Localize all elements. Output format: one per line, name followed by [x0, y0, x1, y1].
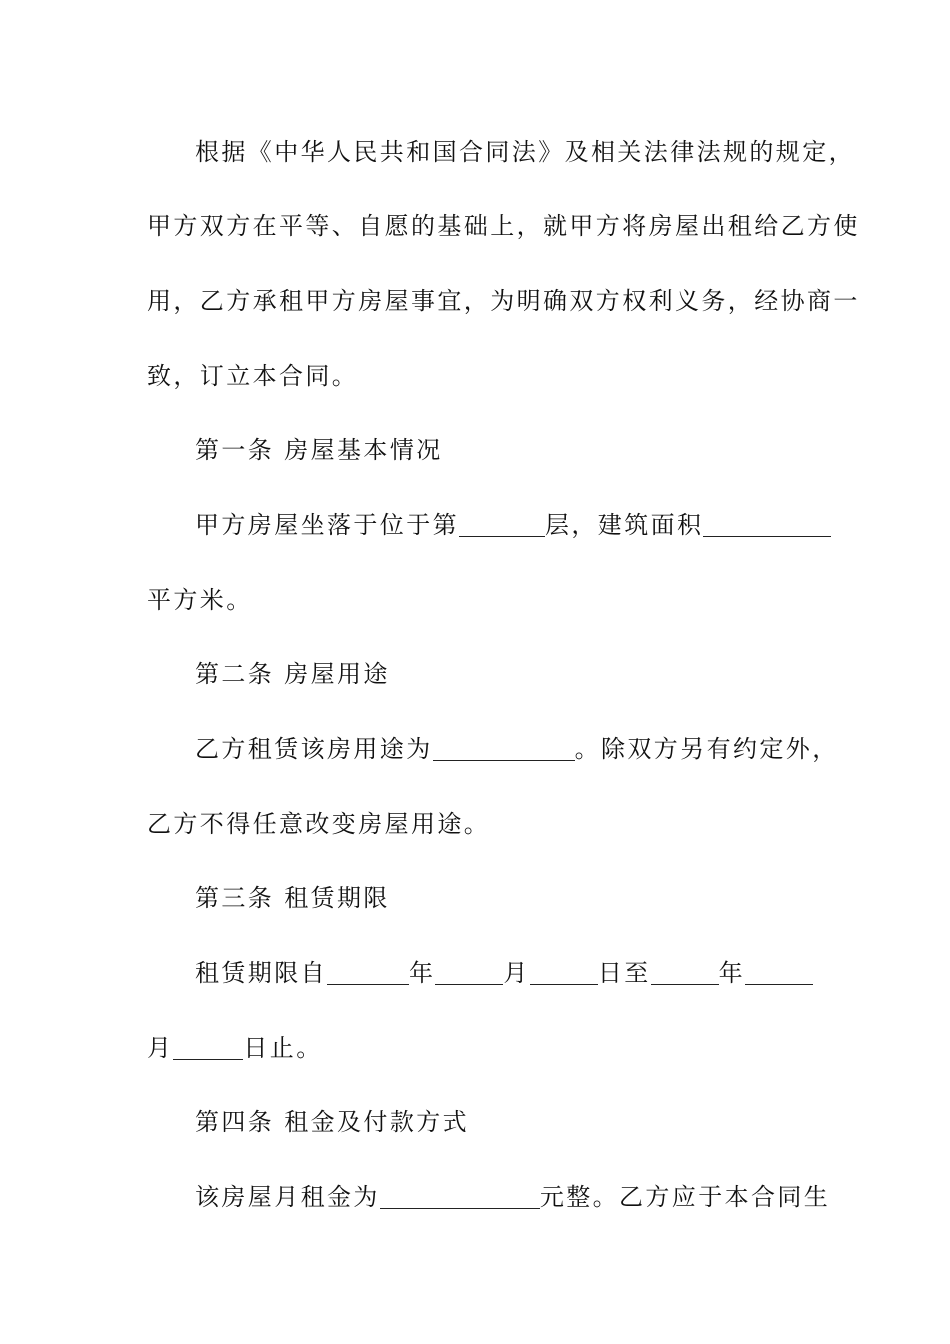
- article-heading: 第一条 房屋基本情况: [195, 436, 443, 464]
- article-heading: 第四条 租金及付款方式: [195, 1108, 470, 1136]
- fill-blank: [530, 960, 598, 985]
- paragraph-line: 甲方房屋坐落于位于第 层，建筑面积: [195, 505, 875, 545]
- fill-blank: [435, 960, 503, 985]
- fill-blank: [327, 960, 409, 985]
- fill-blank: [380, 1184, 540, 1209]
- paragraph-line: 根据《中华人民共和国合同法》及相关法律法规的规定，: [195, 138, 855, 166]
- paragraph-line: 乙方租赁该房用途为 。除双方另有约定外，: [195, 735, 839, 763]
- fill-blank: [459, 512, 545, 537]
- fill-blank: [433, 736, 575, 761]
- paragraph-line: 月 日止。: [147, 1034, 323, 1062]
- fill-blank: [703, 512, 831, 537]
- paragraph-line: 乙方不得任意改变房屋用途。: [147, 810, 491, 838]
- paragraph-line: 平方米。: [147, 586, 253, 614]
- fill-blank: [651, 960, 719, 985]
- article-heading: 第三条 租赁期限: [195, 884, 390, 912]
- fill-blank: [173, 1035, 243, 1060]
- article-heading: 第二条 房屋用途: [195, 660, 390, 688]
- paragraph-line: 该房屋月租金为 元整。乙方应于本合同生: [195, 1183, 831, 1211]
- paragraph-line: 致，订立本合同。: [147, 362, 359, 390]
- paragraph-line: 甲方双方在平等、自愿的基础上，就甲方将房屋出租给乙方使: [147, 212, 860, 240]
- paragraph-line: 用，乙方承租甲方房屋事宜，为明确双方权利义务，经协商一: [147, 287, 860, 315]
- fill-blank: [745, 960, 813, 985]
- paragraph-line: 租赁期限自 年 月 日至 年: [195, 953, 875, 993]
